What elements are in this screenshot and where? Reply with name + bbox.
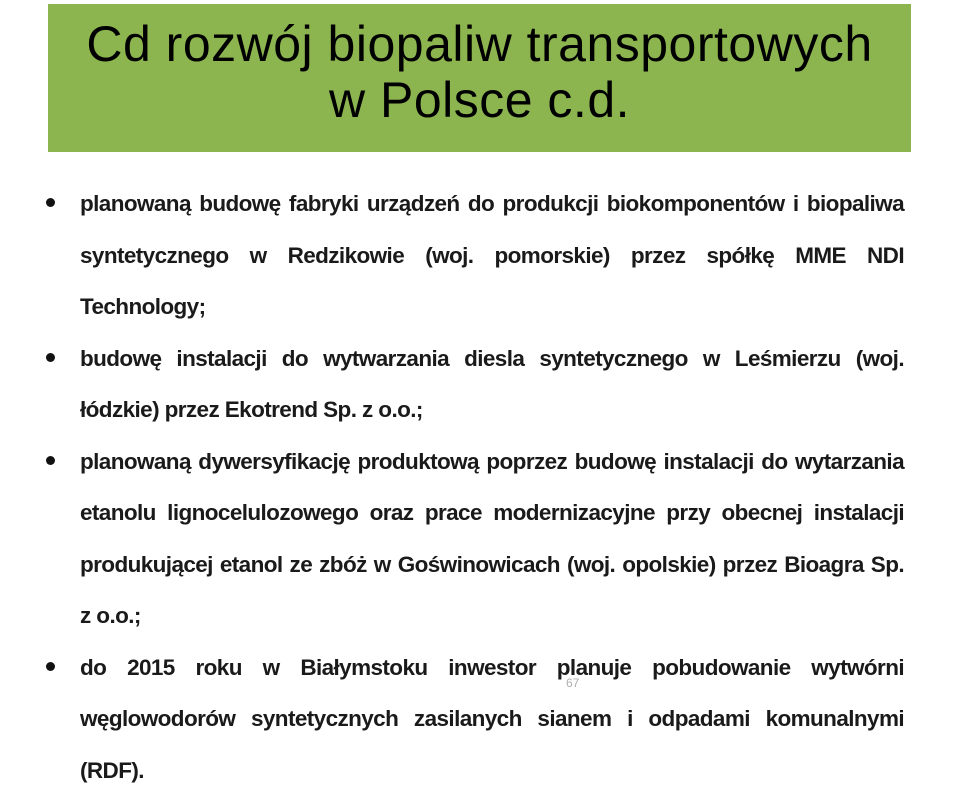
slide-title-line-1: Cd rozwój biopaliw transportowych [48,16,911,72]
bullet-text: budowę instalacji do wytwarzania diesla syntetycznego w Leśmierzu (woj. łódzkie) przez Ekotrend Sp. z o.o.; [80,346,904,423]
bullet-text: do 2015 roku w Białymstoku inwestor planuje pobudowanie wytwórni węglowodorów syntetycznych zasilanych sianem i odpadami komunalnymi (RDF). [80,655,904,783]
bullet-text: planowaną dywersyfikację produktową poprzez budowę instalacji do wytarzania etanolu lignocelulozowego oraz prace modernizacyjne przy obecnej instalacji produkującej etanol ze zbóż w Goświnowicach (woj. opolskie) przez Bioagra Sp. z o.o.; [80,449,904,629]
slide-title-banner [48,4,911,152]
bullet-list [44,178,904,796]
bullet-dot-icon [46,456,55,465]
bullet-text: planowaną budowę fabryki urządzeń do produkcji biokomponentów i biopaliwa syntetycznego w Redzikowie (woj. pomorskie) przez spółkę MME NDI Technology; [80,191,904,319]
bullet-dot-icon [46,198,55,207]
slide-title-line-2: w Polsce c.d. [48,72,911,128]
bullet-item [44,642,904,796]
page-number: 67 [566,676,579,690]
bullet-item [44,333,904,436]
bullet-item [44,436,904,642]
bullet-dot-icon [46,353,55,362]
bullet-item [44,178,904,333]
bullet-dot-icon [46,662,55,671]
